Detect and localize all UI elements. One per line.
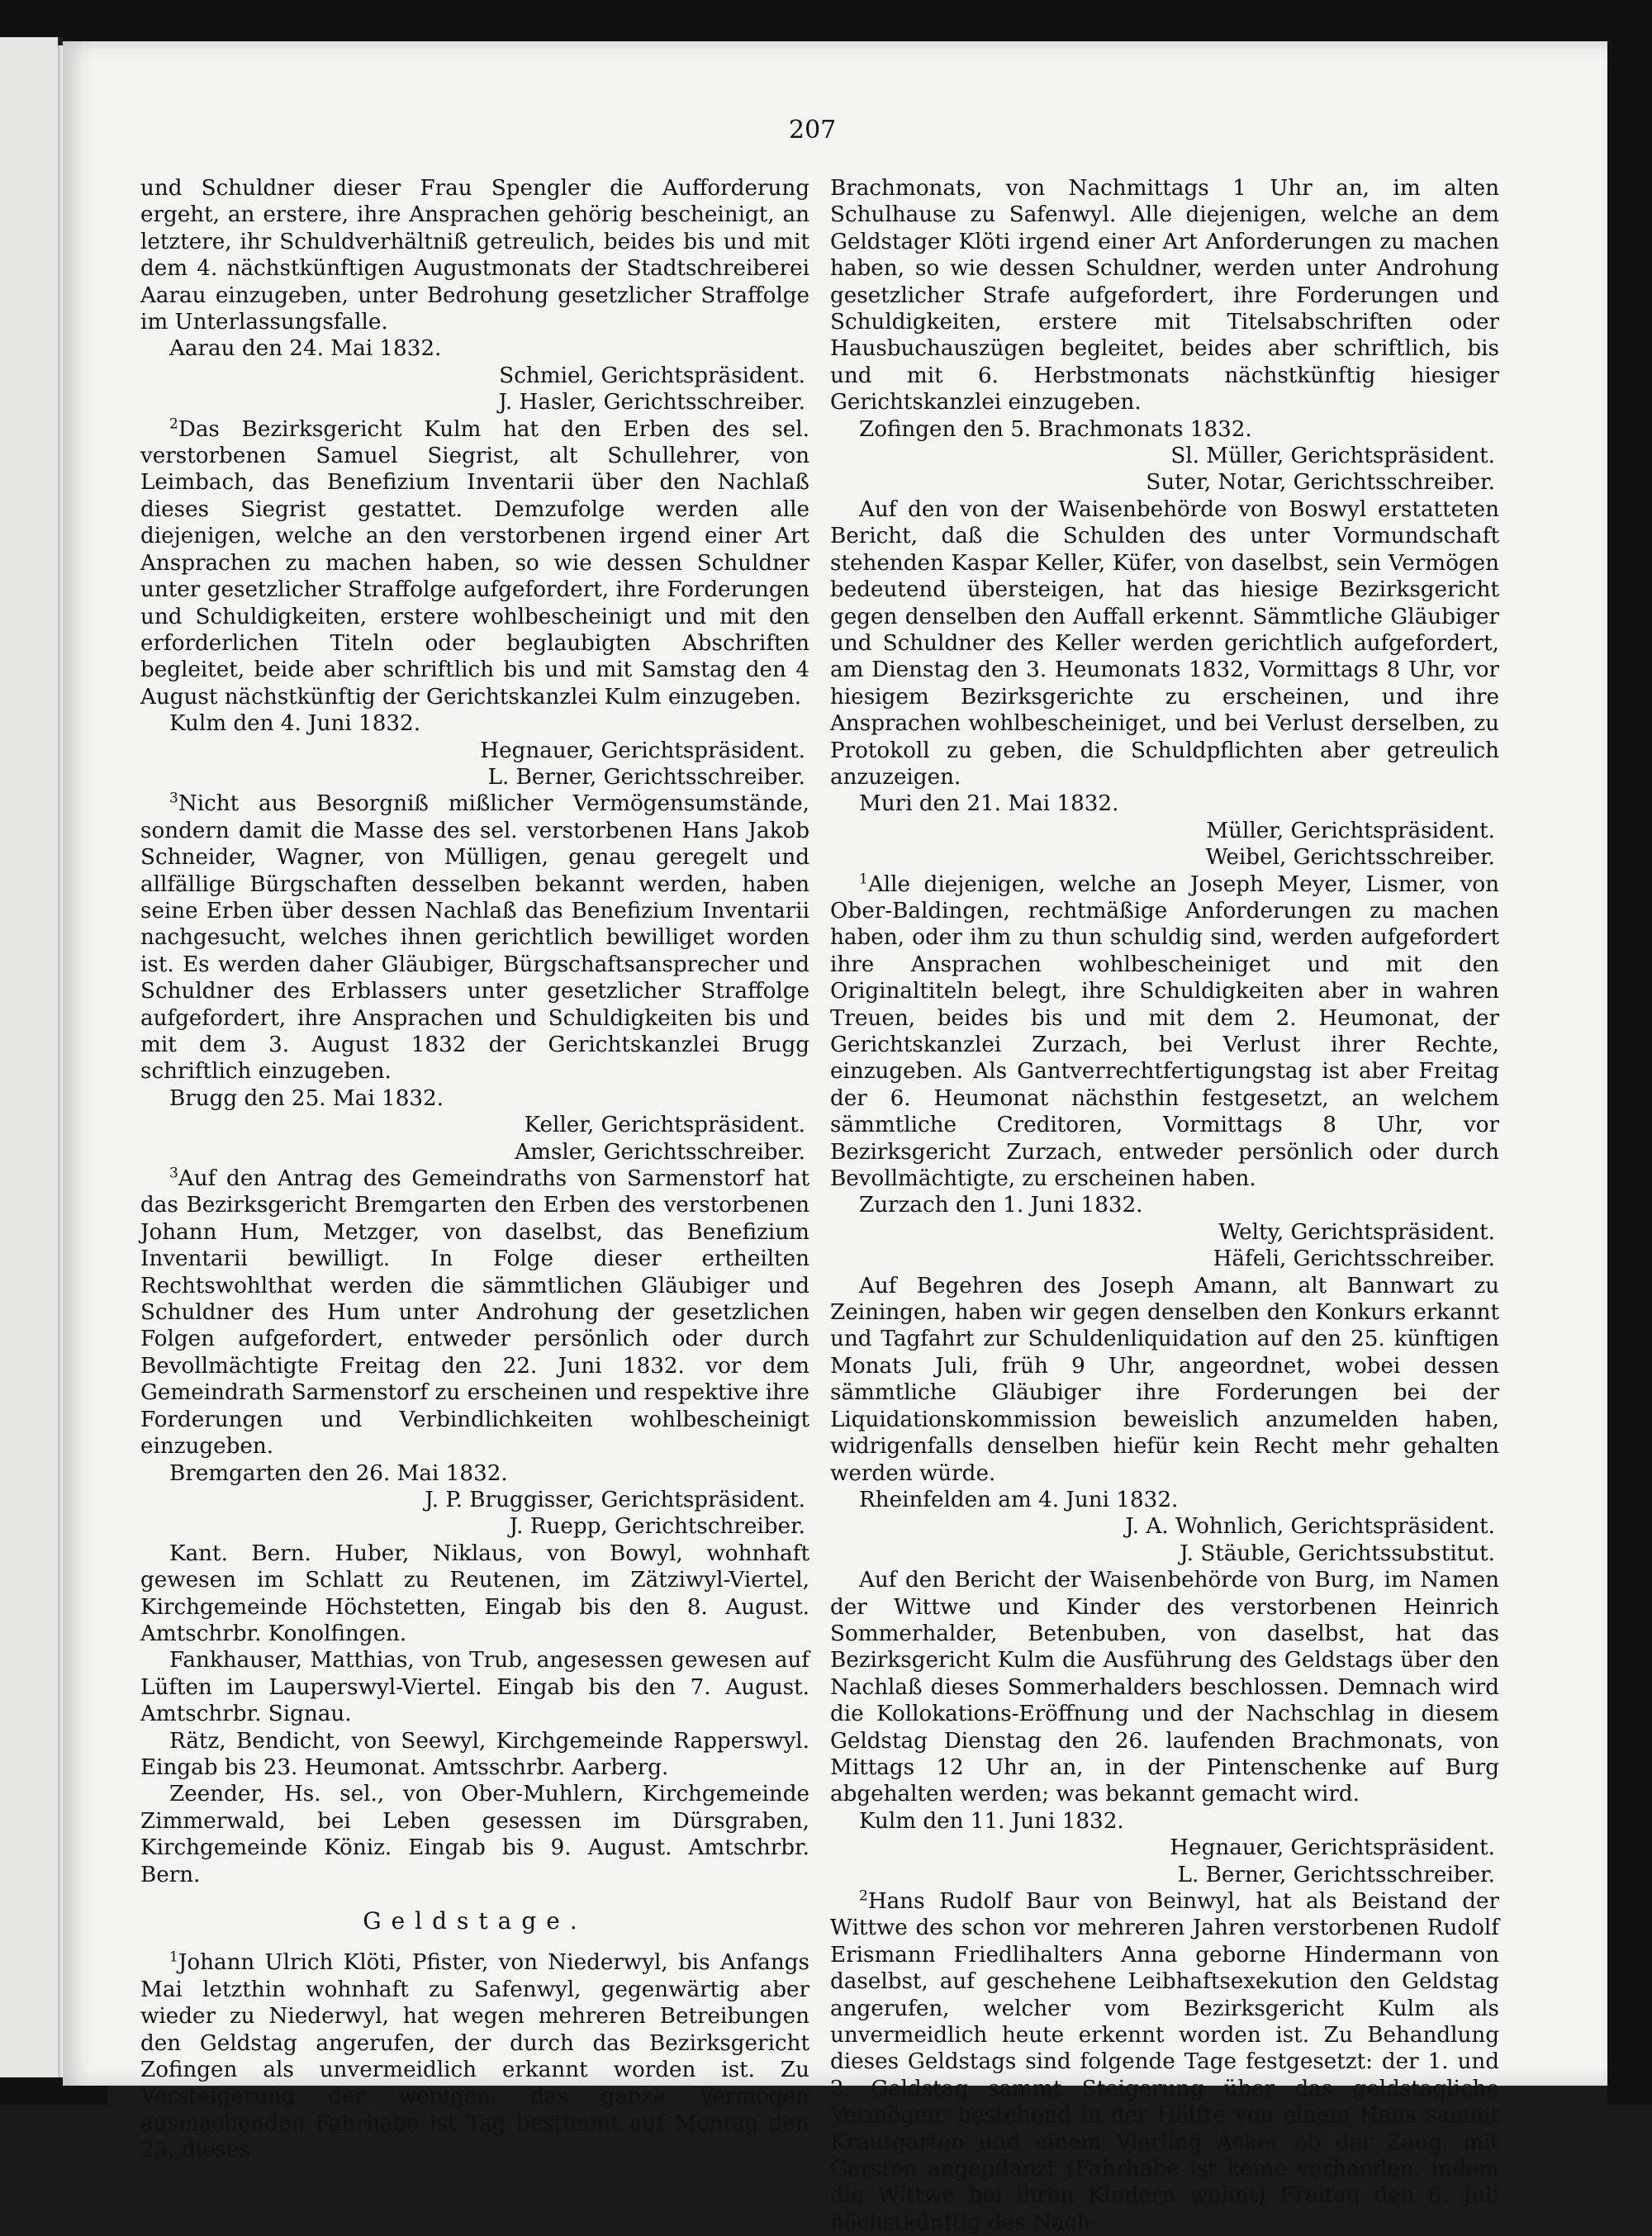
entry-mark: 1 <box>859 870 868 887</box>
entry-text: Fankhauser, Matthias, von Trub, angesessen gewesen auf Lüften im Lauperswyl-Viertel. Eingab bis den 7. August. Amtschrbr. Signau. <box>140 1648 809 1727</box>
entry-text: Amsler, Gerichtsschreiber. <box>515 1139 805 1165</box>
signature-line <box>140 389 809 415</box>
notice-entry <box>830 496 1499 790</box>
left-column <box>140 175 809 2164</box>
entry-mark: 2 <box>859 1887 868 1905</box>
entry-text: J. A. Wohnlich, Gerichtspräsident. <box>1125 1514 1495 1540</box>
entry-text: L. Berner, Gerichtsschreiber. <box>1177 1862 1495 1887</box>
notice-entry <box>830 871 1499 1193</box>
register-entry <box>140 1781 809 1888</box>
entry-text: und Schuldner dieser Frau Spengler die Aufforderung ergeht, an erstere, ihre Ansprachen gehörig bescheinigt, an letztere, ihr Schuldverhältniß getreulich, beides bis und mit dem 4. nächstkünftigen Augustmonats der Stadtschreiberei Aarau einzugeben, unter Bedrohung gesetzlicher Straffolge im Unterlassungsfalle. <box>140 176 809 335</box>
entry-text: L. Berner, Gerichtsschreiber. <box>487 764 805 790</box>
signature-line <box>830 1541 1499 1567</box>
page-number: 207 <box>789 116 837 145</box>
entry-text: J. Hasler, Gerichtsschreiber. <box>498 390 805 415</box>
entry-text: Keller, Gerichtspräsident. <box>524 1113 805 1138</box>
entry-text: Zofingen den 5. Brachmonats 1832. <box>859 416 1252 442</box>
entry-text: Alle diejenigen, welche an Joseph Meyer, Lismer, von Ober-Baldingen, rechtmäßige Anforderungen zu machen haben, oder ihm zu thun schuldig sind, werden aufgefordert ihre Ansprachen wohlbescheiniget und mit den Originaltiteln belegt, ihre Schuldigkeiten aber in wahren Treuen, beides bis und mit dem 2. Heumonat, der Gerichtskanzlei Zurzach, bei Verlust ihrer Rechte, einzugeben. Als Gantverrechtfertigungstag ist aber Freitag der 6. Heumonat nächsthin festgesetzt, an welchem sämmtliche Creditoren, Vormittags 8 Uhr, vor Bezirksgericht Zurzach, entweder persönlich oder durch Bevollmächtigte, zu erscheinen haben. <box>830 871 1499 1192</box>
text-paragraph <box>830 175 1499 416</box>
entry-text: Suter, Notar, Gerichtsschreiber. <box>1146 470 1495 496</box>
entry-text: Rätz, Bendicht, von Seewyl, Kirchgemeinde Rapperswyl. Eingab bis 23. Heumonat. Amtsschrbr. Aarberg. <box>140 1728 809 1780</box>
place-date-line <box>830 1192 1499 1218</box>
entry-text: J. Ruepp, Gerichtschreiber. <box>509 1514 805 1540</box>
signature-line <box>830 1862 1499 1888</box>
right-column <box>830 175 1499 2236</box>
scan-top-edge <box>107 0 1607 41</box>
notice-entry <box>830 1888 1499 2236</box>
notice-entry <box>140 790 809 1085</box>
signature-line <box>830 1835 1499 1861</box>
entry-text: Brugg den 25. Mai 1832. <box>169 1085 444 1111</box>
text-paragraph <box>140 175 809 335</box>
signature-line <box>140 363 809 389</box>
entry-text: Zeender, Hs. sel., von Ober-Muhlern, Kirchgemeinde Zimmerwald, bei Leben gesessen im Dürsgraben, Kirchgemeinde Köniz. Eingab bis 9. August. Amtschrbr. Bern. <box>140 1782 809 1887</box>
entry-mark: 1 <box>169 1949 178 1966</box>
signature-line <box>140 1487 809 1513</box>
entry-text: Kant. Bern. Huber, Niklaus, von Bowyl, wohnhaft gewesen im Schlatt zu Reutenen, im Zätziwyl-Viertel, Kirchgemeinde Höchstetten, Eingab bis den 8. August. Amtschrbr. Konolfingen. <box>140 1541 809 1646</box>
signature-line <box>140 738 809 764</box>
signature-line <box>140 1112 809 1138</box>
place-date-line <box>140 335 809 362</box>
notice-entry <box>830 1567 1499 1808</box>
signature-line <box>140 1513 809 1540</box>
entry-text: Rheinfelden am 4. Juni 1832. <box>859 1487 1179 1512</box>
entry-text: Geldstage. <box>363 1907 587 1935</box>
notice-entry <box>140 1949 809 2163</box>
signature-line <box>830 1219 1499 1246</box>
signature-line <box>830 1246 1499 1272</box>
entry-mark: 3 <box>169 1165 178 1182</box>
signature-line <box>140 1139 809 1165</box>
entry-text: Häfeli, Gerichtsschreiber. <box>1213 1246 1495 1272</box>
section-heading <box>140 1908 809 1935</box>
entry-text: Hegnauer, Gerichtspräsident. <box>1170 1835 1495 1861</box>
entry-text: Hegnauer, Gerichtspräsident. <box>480 738 805 763</box>
entry-text: Kulm den 11. Juni 1832. <box>859 1808 1124 1834</box>
entry-text: J. Stäuble, Gerichtssubstitut. <box>1180 1541 1495 1566</box>
entry-text: Johann Ulrich Klöti, Pfister, von Niederwyl, bis Anfangs Mai letzthin wohnhaft zu Safenwyl, gegenwärtig aber wieder zu Niederwyl, hat wegen mehreren Betreibungen den Geldstag angerufen, der durch das Bezirksgericht Zofingen als unvermeidlich erkannt worden ist. Zu Versteigerung der wenigen, das ganze Vermögen ausmachenden Fahrhabe ist Tag bestimmt auf Montag den 25. dieses <box>140 1950 809 2163</box>
entry-text: Muri den 21. Mai 1832. <box>859 791 1119 817</box>
signature-line <box>830 469 1499 496</box>
place-date-line <box>140 710 809 737</box>
entry-text: Auf den Bericht der Waisenbehörde von Burg, im Namen der Wittwe und Kinder des verstorbenen Heinrich Sommerhalder, Betenbuben, von daselbst, hat das Bezirksgericht Kulm die Ausführung des Geldstags über den Nachlaß dieses Sommerhalders beschlossen. Demnach wird die Kollokations-Eröffnung und der Nachschlag in diesem Geldstag Dienstag den 26. laufenden Brachmonats, von Mittags 12 Uhr an, in der Pintenschenke auf Burg abgehalten werden; was bekannt gemacht wird. <box>830 1568 1499 1807</box>
entry-mark: 3 <box>169 790 178 807</box>
entry-text: Weibel, Gerichtsschreiber. <box>1205 845 1495 871</box>
previous-page-edge <box>0 37 63 2077</box>
entry-text: Welty, Gerichtspräsident. <box>1218 1219 1495 1245</box>
register-entry <box>140 1728 809 1782</box>
entry-text: Schmiel, Gerichtspräsident. <box>499 363 805 388</box>
entry-text: Müller, Gerichtspräsident. <box>1206 818 1495 843</box>
signature-line <box>830 1513 1499 1540</box>
entry-text: Hans Rudolf Baur von Beinwyl, hat als Beistand der Wittwe des schon vor mehreren Jahren verstorbenen Rudolf Erismann Friedlihalters Anna geborne Hindermann von daselbst, auf geschehene Leibhaftsexekution den Geldstag angerufen, welcher vom Bezirksgericht Kulm als unvermeidlich heute erkennt worden ist. Zu Behandlung dieses Geldstags sind folgende Tage festgesetzt: der 1. und 2. Geldstag sammt Steigerung über das geldstagliche Vermögen: bestehend in der Hälfte von einem Haus sammt Krautgarten und einem Vierling Acker ob der Zaug, mit Gersten angepflanzt (Fahrhabe ist keine vorhanden, indem die Wittwe bei ihren Kindern wohnt) Freitag den 6. Juli nächstkünftig des Nach- <box>830 1889 1499 2235</box>
entry-text: Brachmonats, von Nachmittags 1 Uhr an, im alten Schulhause zu Safenwyl. Alle diejenigen, welche an dem Geldstager Klöti irgend einer Art Anforderungen zu machen haben, so wie dessen Schuldner, werden unter Androhung gesetzlicher Strafe aufgefordert, ihre Forderungen und Schuldigkeiten, erstere mit Titelsabschriften oder Hausbuchauszügen begleitet, beides aber schriftlich, bis und mit 6. Herbstmonats nächstkünftig hiesiger Gerichtskanzlei einzugeben. <box>830 176 1499 415</box>
signature-line <box>830 844 1499 871</box>
place-date-line <box>140 1085 809 1112</box>
register-entry <box>140 1541 809 1648</box>
entry-text: Das Bezirksgericht Kulm hat den Erben des sel. verstorbenen Samuel Siegrist, alt Schullehrer, von Leimbach, das Benefizium Inventarii über den Nachlaß dieses Siegrist gestattet. Demzufolge werden alle diejenigen, welche an den verstorbenen irgend einer Art Ansprachen zu machen haben, so wie dessen Schuldner unter gesetzlicher Straffolge aufgefordert, ihre Forderungen und Schuldigkeiten, erstere wohlbescheinigt und mit den erforderlichen Titeln oder beglaubigten Abschriften begleitet, beide aber schriftlich bis und mit Samstag den 4 August nächstkünftig der Gerichtskanzlei Kulm einzugeben. <box>140 416 809 710</box>
entry-text: Aarau den 24. Mai 1832. <box>169 336 442 362</box>
place-date-line <box>830 1808 1499 1835</box>
entry-text: Auf den Antrag des Gemeindraths von Sarmenstorf hat das Bezirksgericht Bremgarten den Erben des verstorbenen Johann Hum, Metzger, von daselbst, das Benefizium Inventarii bewilligt. In Folge dieser ertheilten Rechtswohlthat werden die sämmtlichen Gläubiger und Schuldner des Hum unter Androhung der gesetzlichen Folgen aufgefordert, entweder persönlich oder durch Bevollmächtigte Freitag den 22. Juni 1832. vor dem Gemeindrath Sarmenstorf zu erscheinen und respektive ihre Forderungen und Verbindlichkeiten wohlbescheinigt einzugeben. <box>140 1166 809 1460</box>
entry-text: Nicht aus Besorgniß mißlicher Vermögensumstände, sondern damit die Masse des sel. verstorbenen Hans Jakob Schneider, Wagner, von Mülligen, genau geregelt und allfällige Bürgschaften desselben bekannt werden, haben seine Erben über dessen Nachlaß das Benefizium Inventarii nachgesucht, welches ihnen gerichtlich bewilliget worden ist. Es werden daher Gläubiger, Bürgschaftsansprecher und Schuldner des Erblassers unter gesetzlicher Straffolge aufgefordert, ihre Ansprachen und Schuldigkeiten bis und mit dem 3. August 1832 der Gerichtskanzlei Brugg schriftlich einzugeben. <box>140 791 809 1085</box>
register-entry <box>140 1647 809 1727</box>
place-date-line <box>830 416 1499 443</box>
entry-mark: 2 <box>169 415 178 432</box>
signature-line <box>830 443 1499 469</box>
entry-text: Bremgarten den 26. Mai 1832. <box>169 1460 508 1486</box>
notice-entry <box>140 416 809 710</box>
entry-text: Auf den von der Waisenbehörde von Boswyl erstatteten Bericht, daß die Schulden des unter Vormundschaft stehenden Kaspar Keller, Küfer, von daselbst, sein Vermögen bedeutend übersteigen, hat das hiesige Bezirksgericht gegen denselben den Auffall erkennt. Sämmtliche Gläubiger und Schuldner des Keller werden gerichtlich aufgefordert, am Dienstag den 3. Heumonats 1832, Vormittags 8 Uhr, vor hiesigem Bezirksgerichte zu erscheinen, und ihre Ansprachen wohlbescheiniget, und bei Verlust derselben, zu Protokoll zu geben, die Schuldpflichten aber getreulich anzuzeigen. <box>830 496 1499 790</box>
entry-text: Auf Begehren des Joseph Amann, alt Bannwart zu Zeiningen, haben wir gegen denselben den Konkurs erkannt und Tagfahrt zur Schuldenliquidation auf den 25. künftigen Monats Juli, früh 9 Uhr, angeordnet, wobei dessen sämmtliche Gläubiger ihre Forderungen bei der Liquidationskommission beweislich anzumelden haben, widrigenfalls denselben hiefür kein Recht mehr gehalten werden würde. <box>830 1273 1499 1486</box>
entry-text: J. P. Bruggisser, Gerichtspräsident. <box>425 1487 805 1512</box>
signature-line <box>140 764 809 790</box>
scan-right-edge <box>1607 0 1652 2105</box>
entry-text: Kulm den 4. Juni 1832. <box>169 711 421 737</box>
place-date-line <box>140 1460 809 1487</box>
place-date-line <box>830 1487 1499 1513</box>
place-date-line <box>830 790 1499 817</box>
signature-line <box>830 818 1499 844</box>
entry-text: Zurzach den 1. Juni 1832. <box>859 1193 1143 1218</box>
notice-entry <box>830 1273 1499 1487</box>
notice-entry <box>140 1165 809 1460</box>
entry-text: Sl. Müller, Gerichtspräsident. <box>1170 444 1495 469</box>
